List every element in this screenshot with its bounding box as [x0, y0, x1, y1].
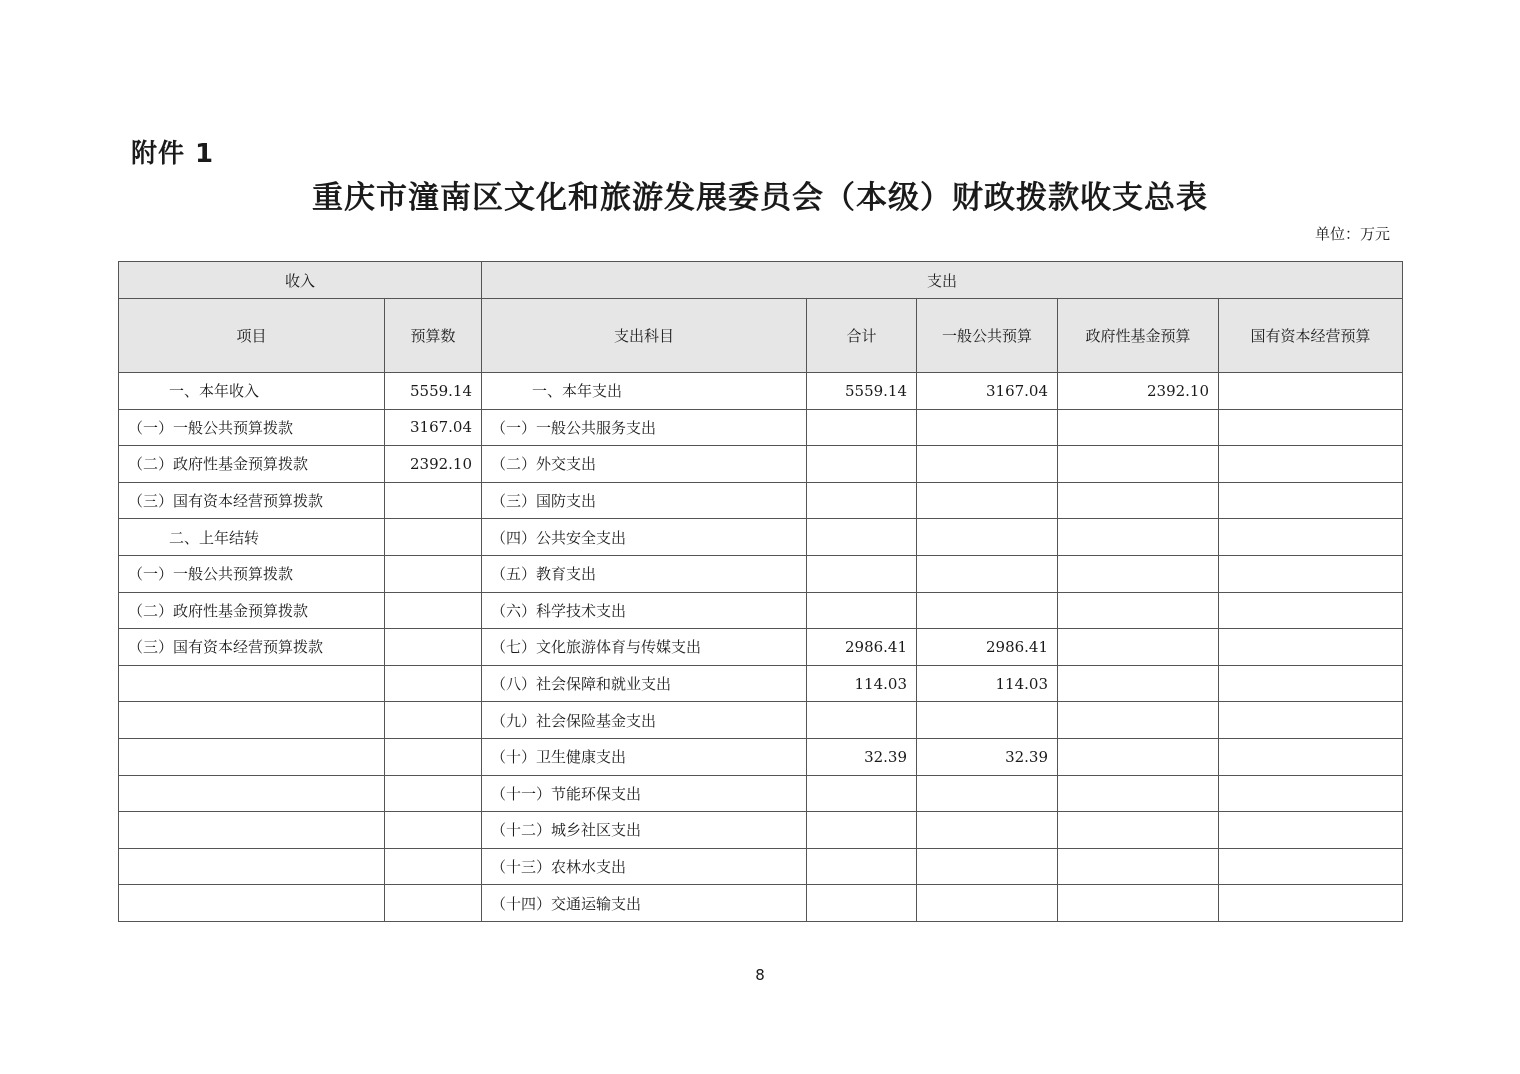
expense-item-cell: （七）文化旅游体育与传媒支出	[482, 629, 807, 666]
state-capital-cell	[1219, 482, 1403, 519]
general-budget-cell	[917, 812, 1058, 849]
income-value-cell	[385, 738, 482, 775]
table-row	[119, 848, 1403, 885]
total-cell	[807, 592, 917, 629]
state-capital-cell	[1219, 885, 1403, 922]
gov-fund-cell	[1058, 848, 1219, 885]
general-budget-cell	[917, 446, 1058, 483]
state-capital-cell	[1219, 629, 1403, 666]
state-capital-cell	[1219, 775, 1403, 812]
income-item-cell: （三）国有资本经营预算拨款	[119, 482, 385, 519]
page-number: 8	[755, 966, 765, 984]
state-capital-cell	[1219, 592, 1403, 629]
income-value-cell	[385, 519, 482, 556]
income-value-cell	[385, 482, 482, 519]
income-value-cell: 3167.04	[385, 409, 482, 446]
income-item-cell: 二、上年结转	[119, 519, 385, 556]
budget-table	[118, 261, 1403, 922]
expense-item-cell: （二）外交支出	[482, 446, 807, 483]
table-row	[119, 629, 1403, 666]
income-item-cell: 一、本年收入	[119, 373, 385, 410]
gov-fund-cell	[1058, 665, 1219, 702]
gov-fund-cell	[1058, 519, 1219, 556]
header-income: 收入	[119, 262, 482, 299]
total-cell	[807, 848, 917, 885]
gov-fund-cell	[1058, 555, 1219, 592]
total-cell	[807, 885, 917, 922]
table-row	[119, 519, 1403, 556]
income-value-cell	[385, 592, 482, 629]
table-row	[119, 885, 1403, 922]
income-item-cell: （三）国有资本经营预算拨款	[119, 629, 385, 666]
expense-item-cell: （十）卫生健康支出	[482, 738, 807, 775]
general-budget-cell	[917, 482, 1058, 519]
income-value-cell	[385, 775, 482, 812]
table-row	[119, 592, 1403, 629]
general-budget-cell	[917, 409, 1058, 446]
gov-fund-cell	[1058, 629, 1219, 666]
table-row	[119, 482, 1403, 519]
state-capital-cell	[1219, 446, 1403, 483]
gov-fund-cell	[1058, 409, 1219, 446]
income-item-cell: （一）一般公共预算拨款	[119, 409, 385, 446]
general-budget-cell: 3167.04	[917, 373, 1058, 410]
page-title: 重庆市潼南区文化和旅游发展委员会（本级）财政拨款收支总表	[312, 180, 1208, 216]
income-value-cell	[385, 848, 482, 885]
table-row	[119, 555, 1403, 592]
expense-item-cell: （四）公共安全支出	[482, 519, 807, 556]
income-item-cell	[119, 665, 385, 702]
total-cell: 5559.14	[807, 373, 917, 410]
income-value-cell: 5559.14	[385, 373, 482, 410]
total-cell: 2986.41	[807, 629, 917, 666]
gov-fund-cell	[1058, 446, 1219, 483]
header-expense-item: 支出科目	[482, 299, 807, 373]
state-capital-cell	[1219, 812, 1403, 849]
expense-item-cell: （三）国防支出	[482, 482, 807, 519]
income-item-cell: （一）一般公共预算拨款	[119, 555, 385, 592]
income-item-cell	[119, 812, 385, 849]
total-cell	[807, 482, 917, 519]
expense-item-cell: （八）社会保障和就业支出	[482, 665, 807, 702]
state-capital-cell	[1219, 555, 1403, 592]
total-cell: 114.03	[807, 665, 917, 702]
income-item-cell: （二）政府性基金预算拨款	[119, 592, 385, 629]
unit-label: 单位：万元	[1314, 225, 1390, 243]
state-capital-cell	[1219, 738, 1403, 775]
gov-fund-cell	[1058, 738, 1219, 775]
table-row	[119, 665, 1403, 702]
income-value-cell	[385, 812, 482, 849]
general-budget-cell	[917, 592, 1058, 629]
general-budget-cell	[917, 519, 1058, 556]
general-budget-cell	[917, 702, 1058, 739]
header-row-columns	[119, 299, 1403, 373]
income-item-cell	[119, 885, 385, 922]
header-gov-fund-budget: 政府性基金预算	[1058, 299, 1219, 373]
total-cell	[807, 812, 917, 849]
table-row	[119, 373, 1403, 410]
gov-fund-cell	[1058, 592, 1219, 629]
income-item-cell	[119, 775, 385, 812]
header-general-budget: 一般公共预算	[917, 299, 1058, 373]
header-budget: 预算数	[385, 299, 482, 373]
total-cell	[807, 409, 917, 446]
income-item-cell	[119, 738, 385, 775]
state-capital-cell	[1219, 848, 1403, 885]
table-row	[119, 738, 1403, 775]
income-item-cell	[119, 848, 385, 885]
table-row	[119, 812, 1403, 849]
header-total: 合计	[807, 299, 917, 373]
income-item-cell	[119, 702, 385, 739]
header-state-capital-budget: 国有资本经营预算	[1219, 299, 1403, 373]
state-capital-cell	[1219, 519, 1403, 556]
attachment-label: 附件 1	[131, 139, 215, 169]
expense-item-cell: （五）教育支出	[482, 555, 807, 592]
income-value-cell: 2392.10	[385, 446, 482, 483]
header-item: 项目	[119, 299, 385, 373]
expense-item-cell: 一、本年支出	[482, 373, 807, 410]
gov-fund-cell: 2392.10	[1058, 373, 1219, 410]
state-capital-cell	[1219, 702, 1403, 739]
total-cell	[807, 555, 917, 592]
expense-item-cell: （一）一般公共服务支出	[482, 409, 807, 446]
expense-item-cell: （九）社会保险基金支出	[482, 702, 807, 739]
gov-fund-cell	[1058, 702, 1219, 739]
income-item-cell: （二）政府性基金预算拨款	[119, 446, 385, 483]
general-budget-cell	[917, 885, 1058, 922]
income-value-cell	[385, 555, 482, 592]
header-row-groups	[119, 262, 1403, 299]
income-value-cell	[385, 885, 482, 922]
expense-item-cell: （六）科学技术支出	[482, 592, 807, 629]
total-cell	[807, 519, 917, 556]
general-budget-cell: 32.39	[917, 738, 1058, 775]
gov-fund-cell	[1058, 885, 1219, 922]
state-capital-cell	[1219, 373, 1403, 410]
general-budget-cell	[917, 555, 1058, 592]
expense-item-cell: （十三）农林水支出	[482, 848, 807, 885]
income-value-cell	[385, 665, 482, 702]
general-budget-cell: 2986.41	[917, 629, 1058, 666]
table-row	[119, 446, 1403, 483]
general-budget-cell	[917, 775, 1058, 812]
expense-item-cell: （十二）城乡社区支出	[482, 812, 807, 849]
state-capital-cell	[1219, 665, 1403, 702]
table-row	[119, 702, 1403, 739]
income-value-cell	[385, 629, 482, 666]
gov-fund-cell	[1058, 775, 1219, 812]
table-row	[119, 775, 1403, 812]
total-cell	[807, 702, 917, 739]
expense-item-cell: （十一）节能环保支出	[482, 775, 807, 812]
general-budget-cell: 114.03	[917, 665, 1058, 702]
total-cell	[807, 446, 917, 483]
total-cell: 32.39	[807, 738, 917, 775]
gov-fund-cell	[1058, 482, 1219, 519]
general-budget-cell	[917, 848, 1058, 885]
table-row	[119, 409, 1403, 446]
expense-item-cell: （十四）交通运输支出	[482, 885, 807, 922]
gov-fund-cell	[1058, 812, 1219, 849]
state-capital-cell	[1219, 409, 1403, 446]
total-cell	[807, 775, 917, 812]
income-value-cell	[385, 702, 482, 739]
header-expense: 支出	[482, 262, 1403, 299]
